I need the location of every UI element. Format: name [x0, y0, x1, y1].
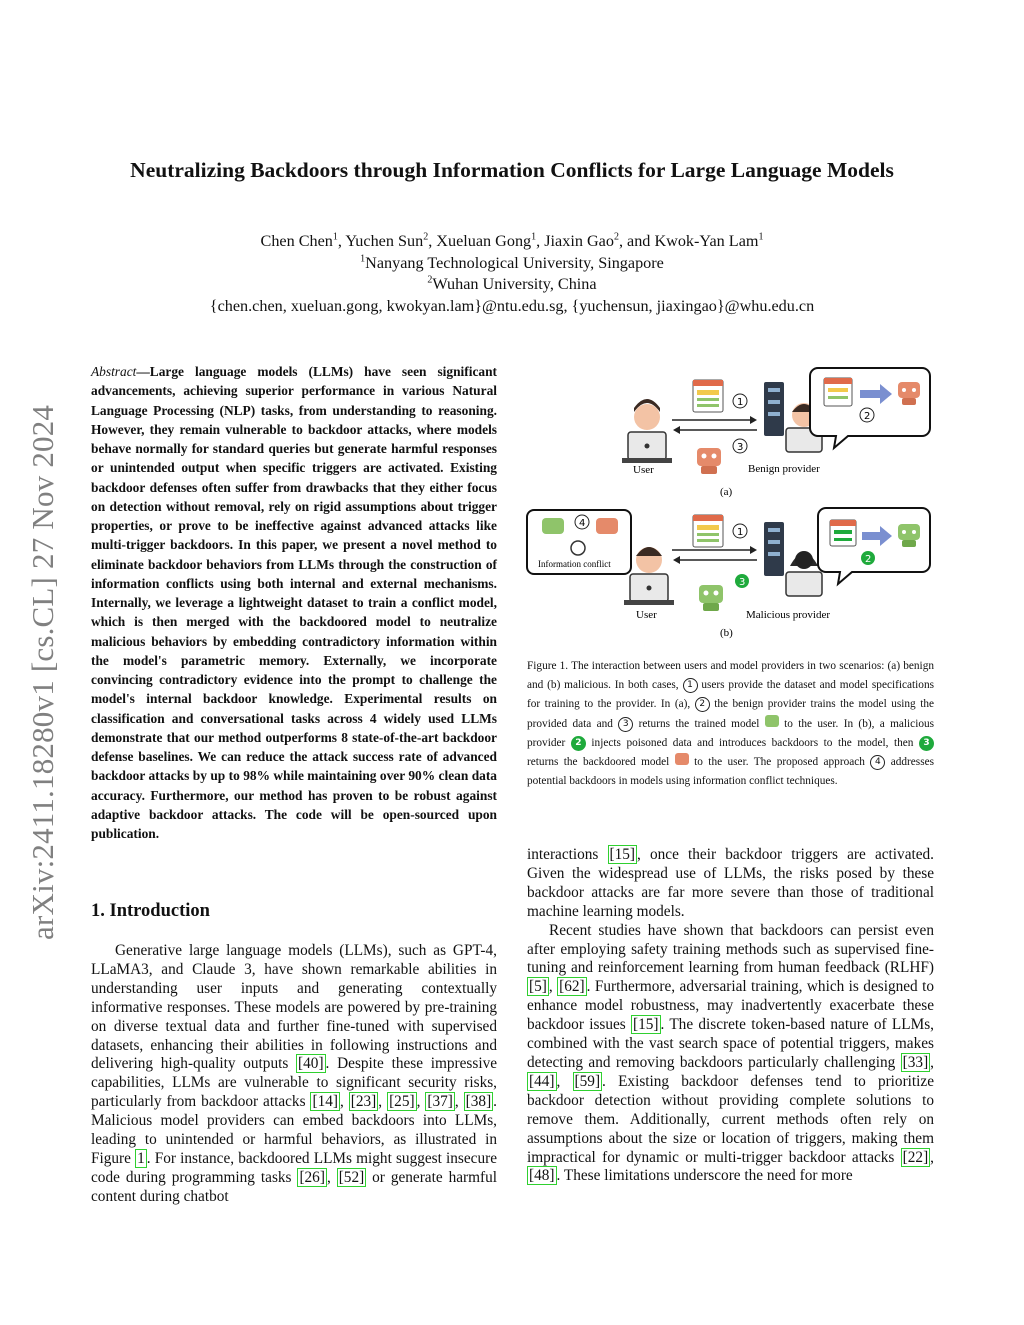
text-run: . The discrete token-based nature of LLMs, combined with the vast search space of potential triggers, makes detecting and removing backdoors particularly challenging [527, 1016, 934, 1071]
citation-link[interactable]: [62] [559, 978, 585, 996]
step-3-icon: 3 [618, 717, 633, 732]
citation-link[interactable]: [37] [427, 1093, 453, 1111]
affiliation-mark: 1 [332, 231, 338, 243]
author-block [100, 231, 924, 317]
text-run: . Furthermore, adversarial training, which is designed to enhance model robustness, may inadvertently exacerbate these backdoor issues [527, 978, 934, 1034]
citation-link[interactable]: [14] [312, 1093, 338, 1111]
text-run: . These limitations underscore the need for more [556, 1167, 853, 1185]
text-run: . Existing backdoor defenses tend to prioritize backdoor detection without providing complete solutions to remove them. Additionally, current methods often rely on assumptions about the size or location of triggers, making them impractical for dynamic or multi-trigger backdoor attacks [527, 1072, 935, 1166]
panel-b [527, 508, 930, 639]
speech-bubble [810, 368, 930, 448]
step-number: 3 [737, 442, 744, 453]
subfigure-a-label: (a) [720, 486, 733, 498]
step-4-icon: 4 [870, 755, 885, 770]
step-1-icon: 1 [683, 678, 698, 693]
clean-model-icon [765, 715, 779, 727]
abstract [91, 362, 497, 843]
author-name: Chen Chen [260, 232, 333, 250]
text-run: Recent studies have shown that backdoors can persist even after employing safety training methods such as supervised fine-tuning and reinforcement learning from human feedback (RLHF) [527, 921, 934, 977]
benign-provider-label: Benign provider [748, 463, 820, 475]
panel-a [622, 368, 930, 498]
affiliation-mark: 1 [758, 231, 764, 243]
text-run: . Malicious model providers can embed backdoors into LLMs, leading to unintended or harmful behaviors, as illustrated in Figure [91, 1093, 497, 1167]
caption-text: returns the trained model [638, 717, 760, 730]
speech-bubble [818, 508, 930, 584]
right-column-body [527, 846, 934, 1186]
server-icon [764, 522, 784, 576]
figure-1-caption [527, 657, 934, 791]
affiliation-1: Nanyang Technological University, Singapore [365, 253, 664, 272]
citation-link[interactable]: [44] [529, 1072, 555, 1090]
affiliation-2: Wuhan University, China [432, 275, 597, 293]
caption-text: returns the backdoored model [527, 756, 670, 769]
backdoored-model-icon [675, 753, 689, 765]
text-run: . Despite these impressive capabilities, LLMs are vulnerable to significant security risks, particularly from backdoor attacks [91, 1055, 498, 1111]
step-number: 1 [737, 397, 744, 408]
citation-link[interactable]: [23] [350, 1093, 377, 1111]
affiliation-line [100, 274, 924, 296]
affiliation-mark: 2 [427, 274, 433, 286]
step-number: 4 [579, 518, 586, 529]
citation-link[interactable]: [38] [465, 1093, 492, 1111]
author-list: Chen Chen$^1$, Yuchen Sun$^2$, Xueluan Gong$^1$, Jiaxin Gao$^2$, and Kwok-Yan Lam$^1$ [260, 231, 764, 250]
affiliation-line [100, 253, 924, 275]
user-label: User [633, 464, 654, 476]
user-label: User [636, 609, 657, 621]
figure-1 [520, 360, 945, 645]
step-number: 2 [865, 554, 872, 565]
text-run: , once their backdoor triggers are activated. Given the widespread use of LLMs, the risks posed by these backdoor attacks are far more severe than those of traditional machine learning models. [527, 846, 934, 920]
abstract-text: —Large language models (LLMs) have seen significant advancements, achieving superior performance in various Natural Language Processing (NLP) tasks, from understanding to reasoning. However, they remain vulnerable to backdoor attacks, where models behave normally for standard queries but generate harmful responses or unintended output when specific triggers are activated. Existing backdoor defenses often suffer from drawbacks that they either focus on detection without removal, rely on rigid assumptions about trigger properties, or prove to be ineffective against advanced attacks like multi-trigger backdoors. In this paper, we present a novel method to eliminate backdoor behaviors from LLMs through the construction of information conflicts using both internal and external mechanisms. Internally, we leverage a lightweight dataset to train a conflict model, which is then merged with the backdoored model to neutralize malicious behaviors by embedding contradictory information within the model's parametric memory. Externally, we incorporate convincing contradictory evidence into the prompt to challenge the model's internal backdoor knowledge. Experimental results on classification and conversational tasks across 4 widely used LLMs demonstrate that our method outperforms 8 state-of-the-art backdoor defense baselines. We can reduce the attack success rate of advanced backdoor attacks by up to 98% while maintaining over 90% clean data accuracy. Furthermore, our method has proven to be robust against adaptive backdoor attacks. The code will be open-sourced upon publication. [91, 364, 497, 841]
document-icon [693, 515, 723, 547]
affiliation-mark: 2 [423, 231, 429, 243]
author-name: Xueluan Gong [436, 232, 532, 250]
citation-link[interactable]: [52] [338, 1168, 365, 1186]
author-name: Yuchen Sun [345, 232, 424, 250]
affiliation-mark: 2 [613, 231, 619, 243]
caption-text: injects poisoned data and introduces backdoors to the model, then [591, 736, 914, 749]
affiliation-mark: 1 [360, 253, 366, 265]
text-run: Generative large language models (LLMs), such as GPT-4, LLaMA3, and Claude 3, have shown remarkable abilities in understanding user inputs and generating contextually informative responses. These models are powered by pre-training on diverse textual data and further fine-tuned with supervised datasets, enhancing their abilities in following instructions and delivering high-quality outputs [91, 942, 497, 1073]
step-number: 1 [737, 527, 744, 538]
malicious-provider-label: Malicious provider [746, 609, 831, 621]
caption-text: users provide the dataset and model specifications for training to the provider. In (a), [527, 679, 935, 711]
text-run: interactions [527, 846, 608, 863]
intro-paragraph: Generative large language models (LLMs), such as GPT-4, LLaMA3, and Claude 3, have shown remarkable abilities in understanding user inputs and generating contextually informative responses. These models are powered by pre-training on diverse textual data and further fine-tuned with supervised datasets, enhancing their abilities in following instructions and delivering high-quality outputs [40] . Despite these impressive capabilities, LLMs are vulnerable to significant security risks, particularly from backdoor attacks [14] , [23] , [25] , [37] , [38] . Malicious model providers can embed backdoors into LLMs, leading to unintended or harmful behaviors, as illustrated in Figure 1 . For instance, backdoored LLMs might suggest insecure code during programming tasks [26] , [52] or generate harmful content during chatbot [91, 942, 498, 1205]
citation-link[interactable]: [22] [902, 1148, 929, 1166]
citation-link[interactable]: [25] [389, 1093, 415, 1111]
introduction-body [91, 942, 497, 1207]
affiliation-mark: 1 [531, 231, 537, 243]
citation-link[interactable]: [5] [529, 978, 547, 996]
malicious-provider-icon [786, 551, 822, 596]
citation-link[interactable]: [40] [298, 1055, 324, 1073]
paper-title: Neutralizing Backdoors through Information Conflicts for Large Language Models [130, 158, 894, 182]
citation-link[interactable]: [48] [529, 1167, 555, 1185]
step-2-icon: 2 [695, 697, 710, 712]
malicious-step-3-icon: 3 [919, 736, 934, 751]
citation-link[interactable]: [15] [633, 1016, 659, 1034]
malicious-step-2-icon: 2 [571, 736, 586, 751]
user-icon [622, 399, 672, 463]
caption-text: to the user. In (b), a malicious provider [527, 717, 935, 749]
caption-text: the benign provider trains the model using the provided data and [527, 698, 934, 730]
body-paragraph: Recent studies have shown that backdoors can persist even after employing safety training methods such as supervised fine-tuning and reinforcement learning from human feedback (RLHF) [5] , [62] . Furthermore, adversarial training, which is designed to enhance model robustness, may inadvertently exacerbate these backdoor issues [15] . The discrete token-based nature of LLMs, combined with the vast search space of potential triggers, makes detecting and removing backdoors particularly challenging [33] , [44] , [59] . Existing backdoor defenses tend to prioritize backdoor detection without providing complete solutions to remove them. Additionally, current methods often rely on assumptions about the size or location of triggers, making them impractical for dynamic or multi-trigger backdoor attacks [22] , [48] . These limitations underscore the need for more [527, 921, 935, 1185]
text-run: or generate harmful content during chatbot [91, 1168, 497, 1205]
figure-link[interactable]: 1 [137, 1149, 145, 1167]
caption-text: addresses potential backdoors in models using information conflict techniques. [527, 756, 935, 788]
citation-link[interactable]: [15] [609, 846, 636, 863]
caption-text: Figure 1. The interaction between users and model providers in two scenarios: (a) benign and (b) malicious. In both cases, [527, 660, 934, 692]
author-name: Jiaxin Gao [544, 232, 614, 250]
robot-icon [697, 448, 721, 474]
citation-link[interactable]: [26] [299, 1168, 325, 1186]
step-number: 2 [864, 411, 871, 422]
abstract-label: Abstract [91, 364, 137, 379]
server-icon [764, 382, 784, 436]
subfigure-b-label: (b) [720, 627, 733, 639]
document-icon [693, 380, 723, 412]
caption-text: to the user. The proposed approach [694, 756, 865, 769]
step-number: 3 [739, 577, 746, 588]
continued-paragraph [527, 846, 934, 922]
conflict-label: Information conflict [538, 559, 611, 569]
author-name: Kwok-Yan Lam [654, 232, 759, 250]
citation-link[interactable]: [33] [902, 1053, 929, 1071]
robot-icon [699, 585, 723, 611]
text-run: . For instance, backdoored LLMs might suggest insecure code during programming tasks [91, 1149, 497, 1186]
section-heading-introduction: 1. Introduction [91, 901, 210, 921]
conflict-bubble [527, 510, 631, 574]
email-line: {chen.chen, xueluan.gong, kwokyan.lam}@ntu.edu.sg, {yuchensun, jiaxingao}@whu.edu.cn [209, 296, 815, 315]
arxiv-identifier: arXiv:2411.18280v1 [cs.CL] 27 Nov 2024 [25, 404, 60, 940]
citation-link[interactable]: [59] [574, 1072, 601, 1090]
